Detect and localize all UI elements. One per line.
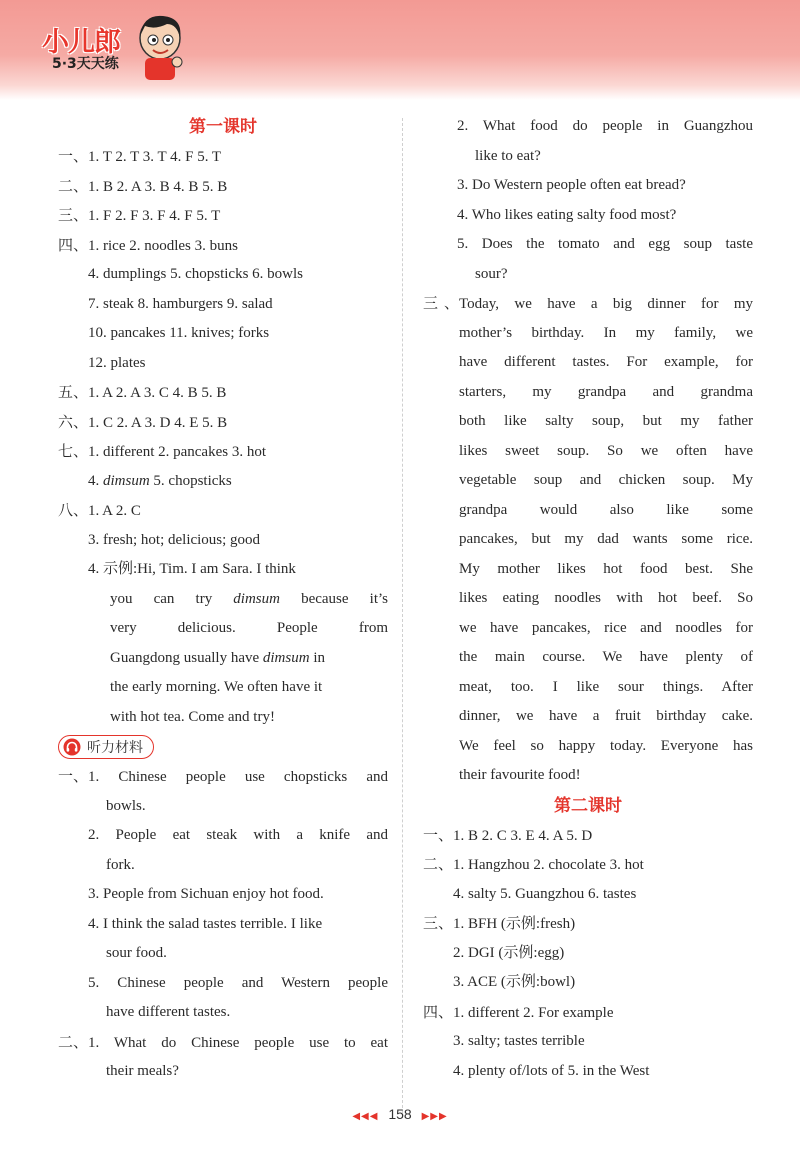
section-marker: 二、 bbox=[58, 1032, 89, 1051]
answer-text: in bbox=[309, 649, 325, 666]
italic-term: dimsum bbox=[103, 472, 150, 489]
passage-text: Today, we have a big dinner for my bbox=[459, 296, 753, 312]
answer-line: 7. steak 8. hamburgers 9. salad bbox=[88, 295, 273, 312]
answer-text: 1. different 2. pancakes 3. hot bbox=[88, 444, 267, 460]
answer-text: Hi, Tim. I am Sara. I think bbox=[137, 561, 296, 577]
passage-line: dinner, we have a fruit birthday cake. bbox=[459, 708, 753, 724]
mascot-icon bbox=[133, 12, 187, 82]
listening-badge bbox=[58, 732, 388, 762]
answer-line: 4. salty 5. Guangzhou 6. tastes bbox=[453, 885, 637, 902]
answer-line bbox=[58, 585, 388, 615]
answer-line: 4. Who likes eating salty food most? bbox=[457, 206, 677, 223]
answer-text: 1. rice 2. noodles 3. buns bbox=[88, 237, 238, 254]
answer-text: 1. different 2. For example bbox=[453, 1004, 614, 1021]
brand-subtitle: 5·3天天练 bbox=[52, 56, 119, 72]
answer-line: 2. People eat steak with a knife and bbox=[88, 827, 388, 843]
passage-line bbox=[423, 289, 753, 319]
answer-line: 2. DGI (示例:egg) bbox=[453, 944, 565, 961]
section-marker: 三、 bbox=[58, 206, 89, 224]
section-marker: 二、 bbox=[58, 176, 89, 195]
answer-line bbox=[58, 172, 388, 202]
left-arrows-icon: ◀◀◀ bbox=[352, 1111, 379, 1122]
answer-text: 1. C 2. A 3. D 4. E 5. B bbox=[88, 414, 228, 431]
section-marker: 一、 bbox=[423, 825, 454, 844]
answer-line bbox=[58, 496, 388, 526]
answer-text: 1. A 2. C bbox=[88, 503, 141, 519]
column-divider bbox=[402, 118, 403, 1118]
answer-line: 3. Do Western people often eat bread? bbox=[457, 177, 686, 193]
passage-line: we have pancakes, rice and noodles for bbox=[459, 619, 753, 636]
answer-line bbox=[58, 437, 388, 467]
italic-term: dimsum bbox=[262, 649, 310, 666]
answer-line: the early morning. We often have it bbox=[110, 679, 323, 695]
answer-text: 1. Chinese people use chopsticks and bbox=[88, 769, 388, 785]
answer-text: 4. bbox=[88, 472, 103, 489]
section-marker: 四、 bbox=[423, 1002, 454, 1021]
answer-line bbox=[58, 408, 388, 438]
answer-line: 10. pancakes 11. knives; forks bbox=[88, 325, 270, 341]
answer-line: 2. What food do people in Guangzhou bbox=[457, 118, 753, 134]
answer-line bbox=[58, 378, 388, 408]
section-marker: 七、 bbox=[58, 442, 89, 460]
answer-text: 1. BFH (示例:fresh) bbox=[453, 916, 576, 932]
passage-line: their favourite food! bbox=[459, 767, 581, 783]
answer-line bbox=[423, 821, 753, 851]
answer-text: 1. B 2. A 3. B 4. B 5. B bbox=[88, 178, 228, 195]
answer-line: with hot tea. Come and try! bbox=[110, 708, 275, 725]
listening-badge-pill bbox=[58, 735, 154, 759]
answer-line: like to eat? bbox=[475, 147, 541, 164]
answer-line: sour food. bbox=[106, 945, 167, 961]
headphones-icon bbox=[63, 738, 81, 756]
answer-line bbox=[423, 909, 753, 939]
answer-line bbox=[58, 201, 388, 231]
answer-line: bowls. bbox=[106, 797, 146, 814]
italic-term: dimsum bbox=[233, 590, 280, 607]
answer-text: 1. B 2. C 3. E 4. A 5. D bbox=[453, 827, 593, 844]
right-column bbox=[423, 112, 753, 1086]
answer-text: 1. A 2. A 3. C 4. B 5. B bbox=[88, 385, 227, 401]
passage-line: the main course. We have plenty of bbox=[459, 649, 753, 665]
section-marker: 六、 bbox=[58, 412, 89, 431]
answer-line: 3. fresh; hot; delicious; good bbox=[88, 531, 261, 548]
passage-line: meat, too. I like sour things. After bbox=[459, 678, 753, 695]
header-banner bbox=[0, 0, 800, 100]
answer-line: sour? bbox=[475, 265, 508, 282]
passage-line: grandpa would also like some bbox=[459, 501, 753, 518]
answer-text: because it’s bbox=[279, 590, 388, 607]
example-label: 4. 示例: bbox=[88, 561, 138, 577]
passage-line: starters, my grandpa and grandma bbox=[459, 383, 753, 400]
page-number-text: 158 bbox=[388, 1106, 412, 1122]
section-marker: 三、 bbox=[423, 914, 454, 932]
answer-line: 5. Does the tomato and egg soup taste bbox=[457, 236, 753, 252]
page-number bbox=[0, 1106, 800, 1122]
answer-line bbox=[58, 1028, 388, 1058]
answer-line: their meals? bbox=[106, 1063, 179, 1079]
passage-line: We feel so happy today. Everyone has bbox=[459, 737, 753, 754]
lesson1-title: 第一课时 bbox=[189, 117, 257, 137]
section-marker: 八、 bbox=[58, 501, 89, 519]
answer-line bbox=[58, 142, 388, 172]
answer-line: very delicious. People from bbox=[110, 620, 388, 636]
answer-text: 5. chopsticks bbox=[149, 472, 232, 489]
section-marker: 二、 bbox=[423, 855, 454, 873]
section-marker: 一、 bbox=[58, 767, 89, 785]
answer-line bbox=[58, 762, 388, 792]
answer-line bbox=[423, 850, 753, 880]
passage-line: both like salty soup, but my father bbox=[459, 413, 753, 429]
section-marker: 五、 bbox=[58, 383, 89, 401]
answer-line: 3. ACE (示例:bowl) bbox=[453, 974, 576, 990]
right-arrows-icon: ▶▶▶ bbox=[421, 1111, 448, 1122]
brand-logo: 小儿郎 bbox=[42, 27, 120, 58]
answer-text: Guangdong usually have bbox=[110, 649, 263, 666]
answer-text: 1. What do Chinese people use to eat bbox=[88, 1034, 388, 1051]
answer-text: 1. Hangzhou 2. chocolate 3. hot bbox=[453, 857, 644, 873]
answer-text: you can try bbox=[110, 590, 234, 607]
answer-line bbox=[423, 998, 753, 1028]
passage-line: pancakes, but my dad wants some rice. bbox=[459, 531, 753, 547]
passage-line: likes sweet soup. So we often have bbox=[459, 442, 753, 459]
answer-line bbox=[58, 467, 388, 497]
lesson2-title: 第二课时 bbox=[554, 795, 622, 816]
answer-line: 5. Chinese people and Western people bbox=[88, 974, 388, 991]
answer-line: 3. People from Sichuan enjoy hot food. bbox=[88, 886, 324, 902]
section-marker: 四、 bbox=[58, 235, 89, 254]
answer-text: 1. F 2. F 3. F 4. F 5. T bbox=[88, 208, 221, 224]
answer-line: 4. I think the salad tastes terrible. I like bbox=[88, 915, 323, 932]
passage-line: My mother likes hot food best. She bbox=[459, 560, 753, 577]
section-marker: 三、 bbox=[423, 294, 459, 312]
listening-label: 听力材料 bbox=[87, 740, 143, 756]
answer-line: 4. plenty of/lots of 5. in the West bbox=[453, 1062, 650, 1079]
answer-line: 12. plates bbox=[88, 354, 146, 371]
left-column bbox=[58, 112, 388, 1087]
answer-text: 1. T 2. T 3. T 4. F 5. T bbox=[88, 149, 222, 165]
answer-line bbox=[58, 231, 388, 261]
answer-line: fork. bbox=[106, 856, 135, 873]
section-marker: 一、 bbox=[58, 147, 89, 165]
answer-line bbox=[58, 555, 388, 585]
passage-line: have different tastes. For example, for bbox=[459, 354, 753, 370]
passage-line: likes eating noodles with hot beef. So bbox=[459, 590, 753, 606]
answer-line: 4. dumplings 5. chopsticks 6. bowls bbox=[88, 266, 304, 282]
answer-line bbox=[58, 644, 388, 674]
passage-line: vegetable soup and chicken soup. My bbox=[459, 472, 753, 488]
answer-line: have different tastes. bbox=[106, 1004, 231, 1020]
passage-line: mother’s birthday. In my family, we bbox=[459, 324, 753, 341]
answer-line: 3. salty; tastes terrible bbox=[453, 1033, 585, 1049]
